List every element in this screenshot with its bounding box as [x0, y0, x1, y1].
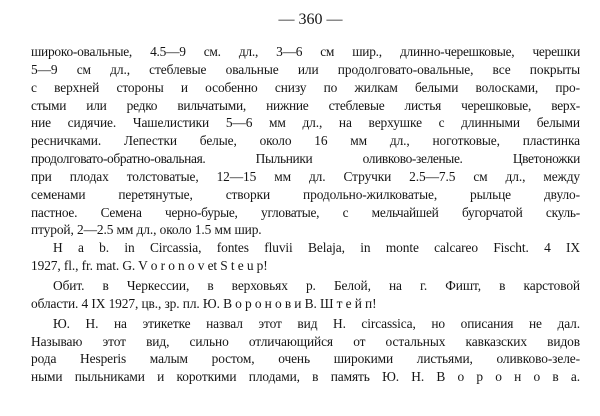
text-line: ние сидячие. Чашелистики 5—6 мм дл., на верхушке с длинными белыми — [31, 115, 580, 131]
text-line: 5—9 см дл., стеблевые овальные или продолговато-овальные, все покрыты — [31, 61, 580, 77]
text-line: ресничками. Лепестки белые, около 16 мм дл., ноготковые, пластинка — [31, 133, 580, 149]
text-line: области. 4 IX 1927, цв., зр. пл. Ю. В о р о н о в и В. Ш т е й п! — [31, 295, 377, 311]
text-line: с верхней стороны и особенно снизу по жилкам белыми волосками, про- — [31, 79, 580, 95]
text-line: Ю. Н. на этикетке назвал этот вид H. circassica, но описания не дал. — [53, 315, 580, 331]
text-line: Называю этот вид, сильно отличающийся от остальных кавказских видов — [31, 333, 580, 349]
text-line: продолговато-обратно-овальная. Пыльники оливково-зеленые. Цветоножки — [31, 151, 580, 167]
text-line: широко-овальные, 4.5—9 см. дл., 3—6 см шир., длинно-черешковые, черешки — [31, 44, 580, 59]
text-line: H a b. in Circassia, fontes fluvii Belaja, in monte calcareo Fischt. 4 IX — [53, 240, 580, 256]
text-line: ными пыльниками и короткими плодами, в память Ю. Н. В о р о н о в а. — [31, 369, 580, 385]
note-paragraph — [31, 315, 580, 386]
text-line: Обит. в Черкессии, в верховьях р. Белой, на г. Фишт, в карстовой — [53, 277, 580, 293]
text-line: стыми или редко вильчатыми, нижние стеблевые листья черешковые, верх- — [31, 97, 580, 113]
habitat-latin-paragraph — [31, 239, 580, 275]
text-line: птурой, 2—2.5 мм дл., около 1.5 мм шир. — [31, 222, 262, 238]
text-line: семенами перетянутые, створки продольно-жилковатые, рыльце двуло- — [31, 186, 580, 202]
body-text — [31, 43, 580, 386]
text-line: пастное. Семена черно-бурые, угловатые, с мельчайшей бугорчатой скуль- — [31, 204, 580, 220]
text-line: 1927, fl., fr. mat. G. V o r o n o v et S t e u p! — [31, 258, 268, 274]
text-line: рода Hesperis малым ростом, очень широкими листьями, оливково-зеле- — [31, 351, 580, 367]
page-number-header: — 360 — — [278, 11, 343, 28]
habitat-russian-paragraph — [31, 277, 580, 313]
description-paragraph — [31, 43, 580, 239]
text-line: при плодах толстоватые, 12—15 мм дл. Стручки 2.5—7.5 см дл., между — [31, 168, 580, 184]
